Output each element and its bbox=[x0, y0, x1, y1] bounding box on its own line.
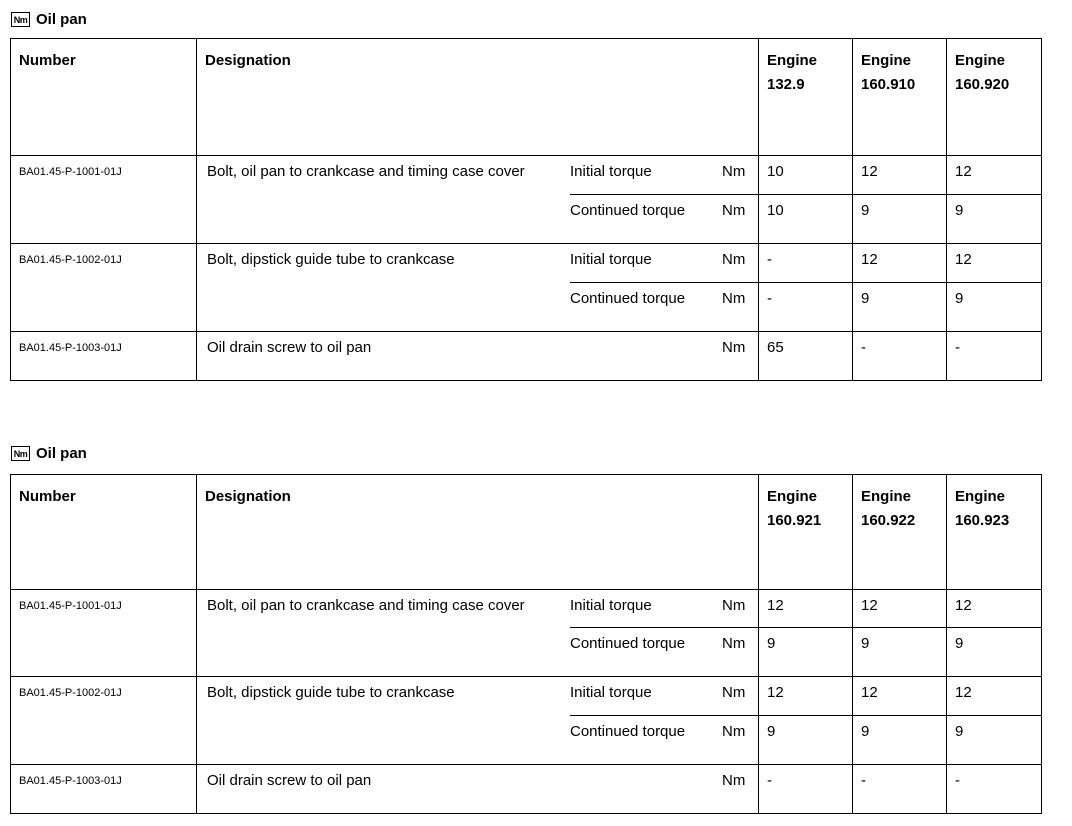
table-row bbox=[11, 765, 1042, 814]
torque-type: Continued torque bbox=[570, 290, 686, 307]
row-designation-cell bbox=[197, 244, 759, 332]
torque-value: 9 bbox=[947, 628, 1042, 677]
torque-value: 9 bbox=[947, 716, 1042, 765]
torque-unit: Nm bbox=[722, 723, 746, 740]
header-designation: Designation bbox=[197, 39, 759, 156]
torque-value: 12 bbox=[853, 677, 947, 716]
torque-value: 12 bbox=[853, 590, 947, 628]
section-title bbox=[11, 9, 87, 29]
header-number: Number bbox=[11, 39, 197, 156]
torque-type bbox=[570, 765, 722, 803]
header-engine: Engine 160.920 bbox=[947, 39, 1042, 156]
torque-type: Continued torque bbox=[570, 202, 686, 219]
torque-value: - bbox=[947, 332, 1042, 381]
torque-value: - bbox=[759, 283, 853, 332]
row-number: BA01.45-P-1001-01J bbox=[11, 156, 197, 244]
torque-value: - bbox=[947, 765, 1042, 814]
torque-value: 12 bbox=[759, 590, 853, 628]
row-number: BA01.45-P-1003-01J bbox=[11, 765, 197, 814]
header-number: Number bbox=[11, 475, 197, 590]
nm-icon: Nm bbox=[11, 446, 30, 461]
torque-value: - bbox=[759, 765, 853, 814]
torque-value: 9 bbox=[947, 283, 1042, 332]
row-designation: Oil drain screw to oil pan bbox=[207, 339, 372, 356]
row-designation: Bolt, dipstick guide tube to crankcase bbox=[207, 684, 455, 701]
row-designation-cell bbox=[197, 677, 759, 765]
table-row bbox=[11, 677, 1042, 716]
torque-value: - bbox=[853, 765, 947, 814]
header-row bbox=[11, 39, 1042, 156]
torque-value: - bbox=[853, 332, 947, 381]
row-designation-cell bbox=[197, 332, 759, 381]
table-row bbox=[11, 244, 1042, 283]
table-row bbox=[11, 332, 1042, 381]
torque-value: 12 bbox=[947, 590, 1042, 628]
row-designation-cell bbox=[197, 156, 759, 244]
torque-value: 9 bbox=[759, 716, 853, 765]
section-title-text: Oil pan bbox=[36, 444, 87, 462]
torque-value: 9 bbox=[853, 283, 947, 332]
torque-unit: Nm bbox=[722, 684, 746, 701]
table-row bbox=[11, 156, 1042, 195]
torque-type: Initial torque bbox=[570, 163, 652, 180]
torque-value: 9 bbox=[853, 716, 947, 765]
torque-unit: Nm bbox=[722, 772, 746, 789]
header-engine: Engine 160.910 bbox=[853, 39, 947, 156]
header-designation: Designation bbox=[197, 475, 759, 590]
torque-value: 9 bbox=[759, 628, 853, 677]
header-engine: Engine 160.923 bbox=[947, 475, 1042, 590]
row-designation-cell bbox=[197, 765, 759, 814]
torque-unit: Nm bbox=[722, 597, 746, 614]
row-designation: Bolt, oil pan to crankcase and timing case cover bbox=[207, 597, 525, 614]
torque-value: 12 bbox=[853, 244, 947, 283]
torque-unit: Nm bbox=[722, 339, 746, 356]
torque-unit: Nm bbox=[722, 251, 746, 268]
torque-value: 9 bbox=[853, 628, 947, 677]
section-title-text: Oil pan bbox=[36, 10, 87, 28]
row-designation: Oil drain screw to oil pan bbox=[207, 772, 372, 789]
section-title bbox=[11, 443, 87, 463]
row-designation: Bolt, dipstick guide tube to crankcase bbox=[207, 251, 455, 268]
row-number: BA01.45-P-1001-01J bbox=[11, 590, 197, 677]
header-engine: Engine 160.921 bbox=[759, 475, 853, 590]
torque-unit: Nm bbox=[722, 202, 746, 219]
nm-icon: Nm bbox=[11, 12, 30, 27]
torque-type: Initial torque bbox=[570, 251, 652, 268]
torque-table bbox=[10, 38, 1042, 381]
torque-unit: Nm bbox=[722, 163, 746, 180]
torque-unit: Nm bbox=[722, 290, 746, 307]
row-number: BA01.45-P-1003-01J bbox=[11, 332, 197, 381]
torque-value: 10 bbox=[759, 195, 853, 244]
row-designation: Bolt, oil pan to crankcase and timing case cover bbox=[207, 163, 525, 180]
torque-type: Initial torque bbox=[570, 684, 652, 701]
torque-value: 65 bbox=[759, 332, 853, 381]
torque-value: 12 bbox=[947, 156, 1042, 195]
torque-value: - bbox=[759, 244, 853, 283]
row-number: BA01.45-P-1002-01J bbox=[11, 244, 197, 332]
torque-value: 12 bbox=[947, 244, 1042, 283]
torque-value: 10 bbox=[759, 156, 853, 195]
header-row bbox=[11, 475, 1042, 590]
torque-type bbox=[570, 332, 722, 370]
torque-type: Continued torque bbox=[570, 635, 686, 652]
torque-type: Continued torque bbox=[570, 723, 686, 740]
torque-value: 9 bbox=[947, 195, 1042, 244]
row-number: BA01.45-P-1002-01J bbox=[11, 677, 197, 765]
torque-value: 12 bbox=[759, 677, 853, 716]
header-engine: Engine 160.922 bbox=[853, 475, 947, 590]
torque-value: 12 bbox=[853, 156, 947, 195]
header-engine: Engine 132.9 bbox=[759, 39, 853, 156]
torque-value: 9 bbox=[853, 195, 947, 244]
row-designation-cell bbox=[197, 590, 759, 677]
torque-value: 12 bbox=[947, 677, 1042, 716]
torque-unit: Nm bbox=[722, 635, 746, 652]
torque-type: Initial torque bbox=[570, 597, 652, 614]
table-row bbox=[11, 590, 1042, 628]
torque-table bbox=[10, 474, 1042, 814]
